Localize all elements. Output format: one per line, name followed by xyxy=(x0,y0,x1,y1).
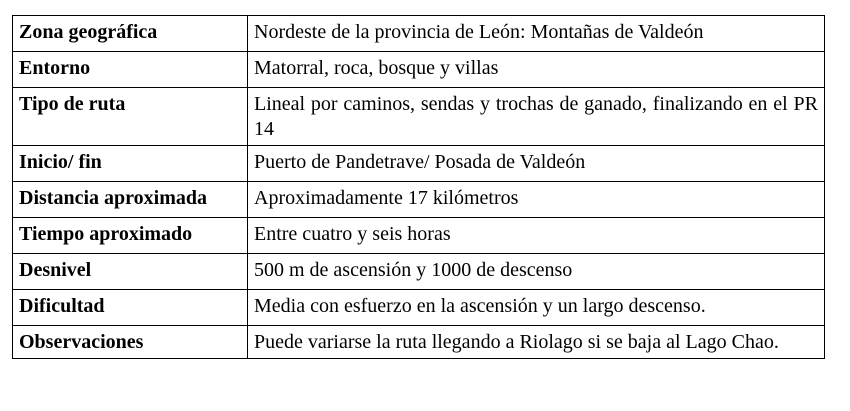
row-value: 500 m de ascensión y 1000 de descenso xyxy=(248,254,825,290)
row-value: Lineal por caminos, sendas y trochas de ganado, finalizando en el PR 14 xyxy=(248,88,825,146)
row-label: Inicio/ fin xyxy=(13,146,248,182)
row-value: Aproximadamente 17 kilómetros xyxy=(248,182,825,218)
row-label: Zona geográfica xyxy=(13,16,248,52)
table-row-inicio-fin xyxy=(13,146,825,182)
row-label: Tiempo aproximado xyxy=(13,218,248,254)
route-info-table xyxy=(12,15,825,359)
row-label: Desnivel xyxy=(13,254,248,290)
table-row-desnivel xyxy=(13,254,825,290)
row-value: Puede variarse la ruta llegando a Riolago si se baja al Lago Chao. xyxy=(248,326,825,359)
row-label: Observaciones xyxy=(13,326,248,359)
table-row-zona xyxy=(13,16,825,52)
row-label: Tipo de ruta xyxy=(13,88,248,146)
row-label: Distancia aproximada xyxy=(13,182,248,218)
table-row-observaciones xyxy=(13,326,825,359)
row-label: Entorno xyxy=(13,52,248,88)
row-value: Matorral, roca, bosque y villas xyxy=(248,52,825,88)
table-row-tiempo xyxy=(13,218,825,254)
row-value: Puerto de Pandetrave/ Posada de Valdeón xyxy=(248,146,825,182)
table-row-entorno xyxy=(13,52,825,88)
row-value: Media con esfuerzo en la ascensión y un largo descenso. xyxy=(248,290,825,326)
row-value: Entre cuatro y seis horas xyxy=(248,218,825,254)
row-label: Dificultad xyxy=(13,290,248,326)
table-row-dificultad xyxy=(13,290,825,326)
table-row-distancia xyxy=(13,182,825,218)
row-value: Nordeste de la provincia de León: Montañas de Valdeón xyxy=(248,16,825,52)
table-row-tipo xyxy=(13,88,825,146)
